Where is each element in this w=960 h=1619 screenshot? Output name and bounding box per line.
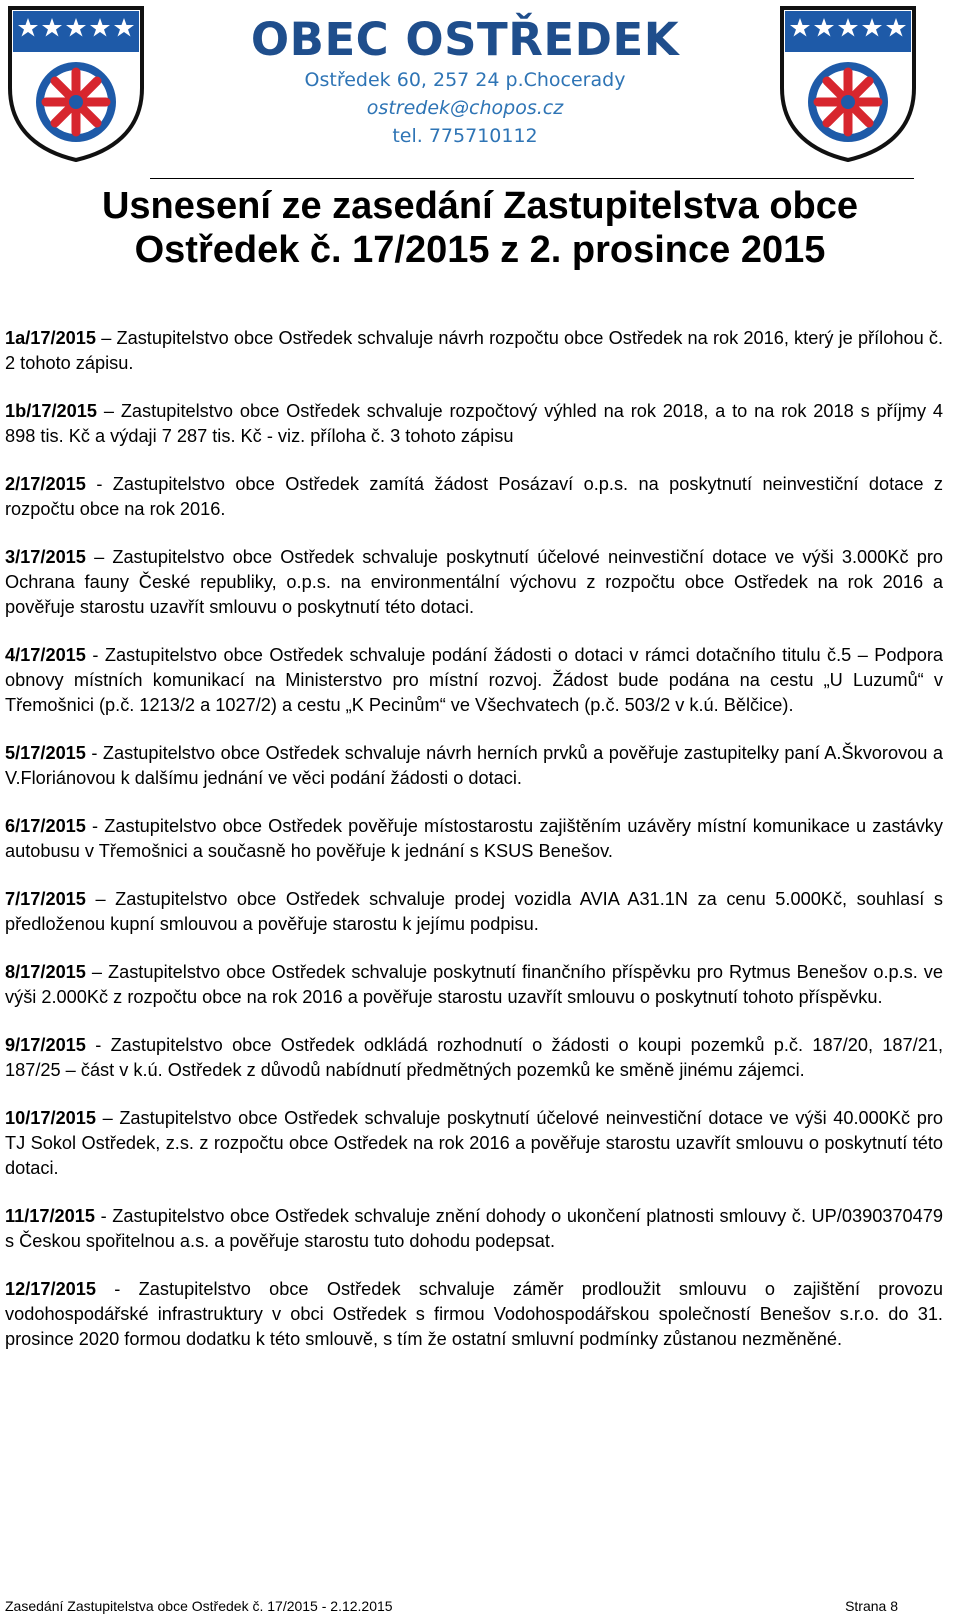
page-number: Strana 8 [845, 1598, 898, 1614]
resolution-number: 1a/17/2015 [5, 328, 97, 348]
header-divider [150, 178, 912, 179]
municipality-email[interactable]: ostredek@chopos.cz [366, 97, 564, 119]
resolution-number: 4/17/2015 [5, 645, 86, 665]
resolution-item [5, 814, 943, 864]
resolution-number: 9/17/2015 [5, 1035, 86, 1055]
resolution-text: - Zastupitelstvo obce Ostředek schvaluje podání žádosti o dotaci v rámci dotačního titulu č.5 – Podpora obnovy místních komunikací na Ministerstvo pro místní rozvoj. Žádost bude podána na cestu „U Luzumů“ v Třemošnici (p.č. 1213/2 a 1027/2) a cestu „K Pecinům“ ve Všechvatech (p.č. 503/2 v k.ú. Bělčice). [5, 645, 943, 715]
resolution-text: - Zastupitelstvo obce Ostředek schvaluje znění dohody o ukončení platnosti smlouvy č. UP/0390370479 s Českou spořitelnou a.s. a pověřuje starostu tuto dohodu podepsat. [5, 1206, 943, 1251]
document-title [0, 184, 960, 272]
document-title-line-2: Ostředek č. 17/2015 z 2. prosince 2015 [134, 229, 826, 271]
resolution-item [5, 399, 943, 449]
resolution-text: – Zastupitelstvo obce Ostředek schvaluje poskytnutí finančního příspěvku pro Rytmus Benešov o.p.s. ve výši 2.000Kč z rozpočtu obce na rok 2016 a pověřuje starostu uzavřít smlouvu o poskytnutí tohoto příspěvku. [5, 962, 943, 1007]
resolution-number: 2/17/2015 [5, 474, 86, 494]
municipality-address: Ostředek 60, 257 24 p.Chocerady [304, 69, 626, 91]
resolution-item [5, 1277, 943, 1352]
resolution-number: 11/17/2015 [5, 1206, 96, 1226]
resolution-item [5, 887, 943, 937]
resolution-item [5, 643, 943, 718]
resolution-item [5, 960, 943, 1010]
resolution-text: - Zastupitelstvo obce Ostředek odkládá rozhodnutí o žádosti o koupi pozemků p.č. 187/20, 187/21, 187/25 – část v k.ú. Ostředek z důvodů nabídnutí předmětných pozemků ke směně jinému zájemci. [5, 1035, 943, 1080]
resolution-number: 5/17/2015 [5, 743, 86, 763]
municipality-name: OBEC OSTŘEDEK [250, 13, 680, 66]
municipality-phone: tel. 775710112 [392, 125, 538, 147]
resolution-text: - Zastupitelstvo obce Ostředek schvaluje záměr prodloužit smlouvu o zajištění provozu vodohospodářské infrastruktury v obci Ostředek s firmou Vodohospodářskou společností Benešov s.r.o. do 31. prosince 2020 formou dodatku k této smlouvě, s tím že ostatní smluvní podmínky zůstanou nezměněné. [5, 1279, 943, 1349]
page-footer [5, 1598, 898, 1614]
coat-of-arms-right-icon [778, 4, 918, 164]
coat-of-arms-left-icon [6, 4, 146, 164]
resolution-text: – Zastupitelstvo obce Ostředek schvaluje poskytnutí účelové neinvestiční dotace ve výši 3.000Kč pro Ochrana fauny České republiky, o.p.s. na environmentální výchovu z rozpočtu obce Ostředek na rok 2016 a pověřuje starostu uzavřít smlouvu o poskytnutí této dotaci. [5, 547, 943, 617]
resolution-text: – Zastupitelstvo obce Ostředek schvaluje prodej vozidla AVIA A31.1N za cenu 5.000Kč, souhlasí s předloženou kupní smlouvou a pověřuje starostu k jejímu podpisu. [5, 889, 943, 934]
resolution-list [5, 326, 943, 1375]
resolution-number: 12/17/2015 [5, 1279, 97, 1299]
resolution-item [5, 326, 943, 376]
resolution-item [5, 1033, 943, 1083]
resolution-item [5, 545, 943, 620]
footer-meeting-info: Zasedání Zastupitelstva obce Ostředek č. 17/2015 - 2.12.2015 [5, 1598, 393, 1614]
letterhead [160, 0, 770, 150]
resolution-text: - Zastupitelstvo obce Ostředek zamítá žádost Posázaví o.p.s. na poskytnutí neinvestiční dotace z rozpočtu obce na rok 2016. [5, 474, 943, 519]
header-divider-tail [904, 178, 914, 179]
resolution-item [5, 741, 943, 791]
resolution-item [5, 472, 943, 522]
resolution-number: 3/17/2015 [5, 547, 86, 567]
resolution-text: – Zastupitelstvo obce Ostředek schvaluje rozpočtový výhled na rok 2018, a to na rok 2018 s příjmy 4 898 tis. Kč a výdaji 7 287 tis. Kč - viz. příloha č. 3 tohoto zápisu [5, 401, 943, 446]
resolution-number: 6/17/2015 [5, 816, 86, 836]
resolution-text: - Zastupitelstvo obce Ostředek schvaluje návrh herních prvků a pověřuje zastupitelky paní A.Škvorovou a V.Floriánovou k dalšímu jednání ve věci podání žádosti o dotaci. [5, 743, 943, 788]
document-title-line-1: Usnesení ze zasedání Zastupitelstva obce [101, 185, 859, 227]
resolution-item [5, 1106, 943, 1181]
resolution-number: 10/17/2015 [5, 1108, 97, 1128]
resolution-text: – Zastupitelstvo obce Ostředek schvaluje poskytnutí účelové neinvestiční dotace ve výši 40.000Kč pro TJ Sokol Ostředek, z.s. z rozpočtu obce Ostředek na rok 2016 a pověřuje starostu uzavřít smlouvu o poskytnutí této dotaci. [5, 1108, 943, 1178]
resolution-text: - Zastupitelstvo obce Ostředek pověřuje místostarostu zajištěním uzávěry místní komunikace u zastávky autobusu v Třemošnici a současně ho pověřuje k jednání s KSUS Benešov. [5, 816, 943, 861]
resolution-number: 1b/17/2015 [5, 401, 98, 421]
resolution-text: – Zastupitelstvo obce Ostředek schvaluje návrh rozpočtu obce Ostředek na rok 2016, který je přílohou č. 2 tohoto zápisu. [5, 328, 943, 373]
resolution-item [5, 1204, 943, 1254]
resolution-number: 7/17/2015 [5, 889, 86, 909]
resolution-number: 8/17/2015 [5, 962, 86, 982]
